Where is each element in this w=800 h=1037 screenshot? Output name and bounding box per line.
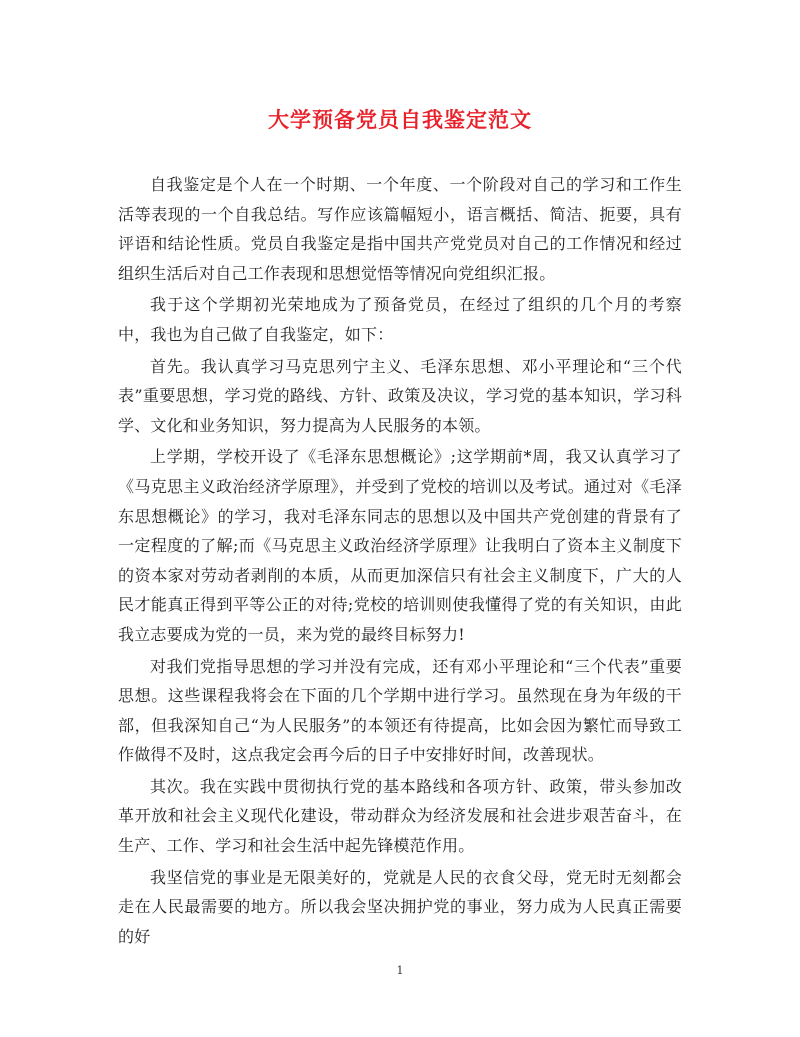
paragraph-belief: 我坚信党的事业是无限美好的，党就是人民的衣食父母，党无时无刻都会走在人民最需要的地方。所以我会坚决拥护党的事业，努力成为人民真正需要的好 (118, 867, 682, 946)
paragraph-further-study: 对我们党指导思想的学习并没有完成，还有邓小平理论和“三个代表”重要思想。这些课程我将会在下面的几个学期中进行学习。虽然现在身为年级的干部，但我深知自己“为人民服务”的本领还有待提高，比如会因为繁忙而导致工作做得不及时，这点我定会再今后的日子中安排好时间，改善现状。 (118, 656, 682, 765)
paragraph-second-point: 其次。我在实践中贯彻执行党的基本路线和各项方针、政策，带头参加改革开放和社会主义现代化建设，带动群众为经济发展和社会进步艰苦奋斗，在生产、工作、学习和社会生活中起先锋模范作用。 (118, 776, 682, 856)
document-title: 大学预备党员自我鉴定范文 (268, 107, 532, 132)
paragraph-opening: 我于这个学期初光荣地成为了预备党员，在经过了组织的几个月的考察中，我也为自己做了自我鉴定，如下： (118, 295, 682, 344)
paragraph-first-point: 首先。我认真学习马克思列宁主义、毛泽东思想、邓小平理论和“三个代表”重要思想，学习党的路线、方针、政策及决议，学习党的基本知识，学习科学、文化和业务知识，努力提高为人民服务的本领。 (118, 356, 682, 435)
document-body (118, 170, 682, 953)
paragraph-intro: 自我鉴定是个人在一个时期、一个年度、一个阶段对自己的学习和工作生活等表现的一个自我总结。写作应该篇幅短小，语言概括、简洁、扼要，具有评语和结论性质。党员自我鉴定是指中国共产党党员对自己的工作情况和经过组织生活后对自己工作表现和思想觉悟等情况向党组织汇报。 (118, 175, 682, 283)
paragraph-study-courses: 上学期，学校开设了《毛泽东思想概论》;这学期前*周，我又认真学习了《马克思主义政治经济学原理》，并受到了党校的培训以及考试。通过对《毛泽东思想概论》的学习，我对毛泽东同志的思想以及中国共产党创建的背景有了一定程度的了解;而《马克思主义政治经济学原理》让我明白了资本主义制度下的资本家对劳动者剥削的本质，从而更加深信只有社会主义制度下，广大的人民才能真正得到平等公正的对待;党校的培训则使我懂得了党的有关知识，由此我立志要成为党的一员，来为党的最终目标努力! (118, 447, 682, 644)
page-number: 1 (396, 964, 404, 977)
